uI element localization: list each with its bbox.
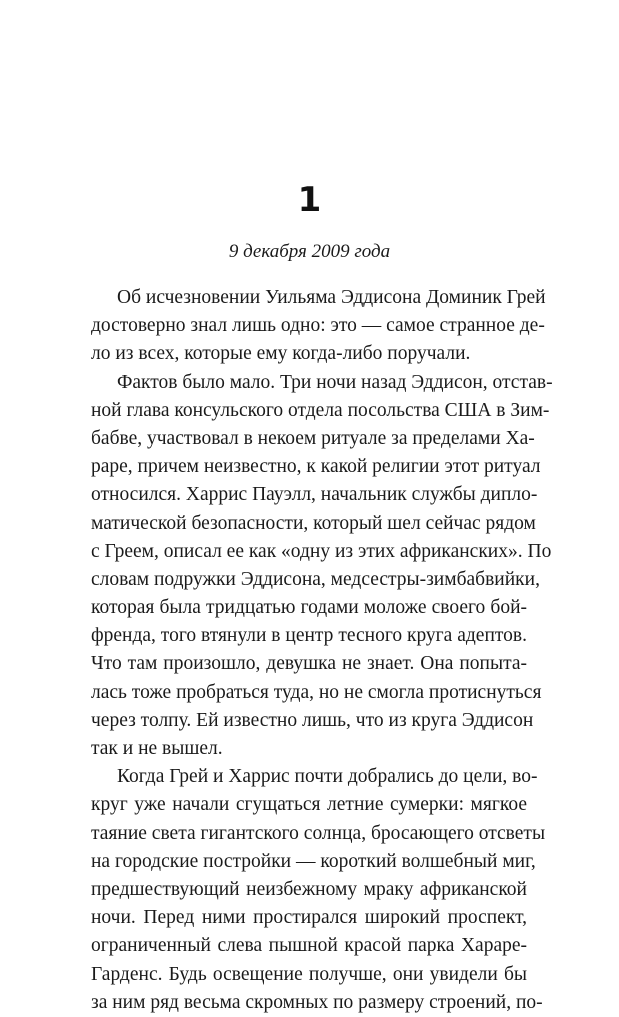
text-line: бабве, участвовал в некоем ритуале за пределами Ха- <box>91 427 535 449</box>
text-line: так и не вышел. <box>91 738 223 759</box>
chapter-number: 1 <box>297 180 322 220</box>
text-line: таяние света гигантского солнца, бросающего отсветы <box>91 822 546 844</box>
text-line: достоверно знал лишь одно: это — самое странное де- <box>91 315 545 337</box>
text-line: раре, причем неизвестно, к какой религии этот ритуал <box>91 456 541 478</box>
text-line: на городские постройки — короткий волшебный миг, <box>91 850 536 872</box>
body-text <box>91 284 553 1017</box>
text-line: относился. Харрис Пауэлл, начальник службы дипло- <box>91 484 538 506</box>
text-line: Об исчезновении Уильяма Эддисона Доминик Грей <box>117 287 546 308</box>
text-line: предшествующий неизбежному мраку африканской <box>91 878 527 900</box>
text-line: Когда Грей и Харрис почти добрались до цели, во- <box>117 766 538 788</box>
text-line: френда, того втянули в центр тесного круга адептов. <box>91 625 527 647</box>
text-line: Фактов было мало. Три ночи назад Эддисон, отстав- <box>117 371 553 393</box>
text-line: ограниченный слева пышной красой парка Хараре- <box>91 935 527 957</box>
text-line: Что там произошло, девушка не знает. Она попыта- <box>91 653 527 675</box>
chapter-date: 9 декабря 2009 года <box>228 241 391 262</box>
text-line: с Греем, описал ее как «одну из этих африканских». По <box>91 540 552 562</box>
text-line: лась тоже пробраться туда, но не смогла протиснуться <box>91 681 542 703</box>
text-line: ло из всех, которые ему когда-либо поручали. <box>91 343 471 365</box>
text-line: круг уже начали сгущаться летние сумерки: мягкое <box>91 794 527 816</box>
text-line: Гарденс. Будь освещение получше, они увидели бы <box>91 963 527 985</box>
text-line: ной глава консульского отдела посольства США в Зим- <box>91 399 550 421</box>
text-line: которая была тридцатью годами моложе своего бой- <box>91 597 527 619</box>
text-line: матической безопасности, который шел сейчас рядом <box>91 512 536 534</box>
text-line: словам подружки Эддисона, медсестры-зимбабвийки, <box>91 568 540 590</box>
text-line: через толпу. Ей известно лишь, что из круга Эддисон <box>91 709 534 731</box>
text-line: ночи. Перед ними простирался широкий проспект, <box>91 907 527 929</box>
text-line: за ним ряд весьма скромных по размеру строений, по- <box>91 991 543 1013</box>
